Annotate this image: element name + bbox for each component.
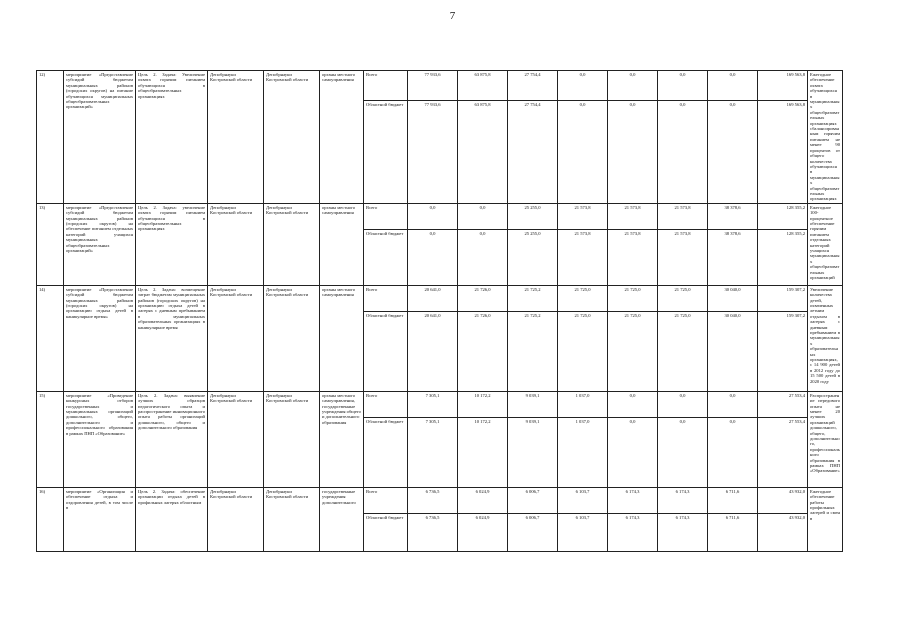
goal-cell: Цель 2. Задача: обеспечение организации отдыха детей в профильных лагерях областным <box>136 487 208 551</box>
amount-cell: 7 305,1 <box>408 417 458 487</box>
amount-cell: 25 255,0 <box>508 203 558 229</box>
amount-cell: 0,0 <box>658 391 708 417</box>
funding-source-cell: Всего <box>364 487 408 513</box>
table-row <box>37 487 843 513</box>
amount-cell: 10 172,2 <box>458 417 508 487</box>
amount-cell: 0,0 <box>608 417 658 487</box>
executor-cell: органы местного самоуправления <box>320 203 364 285</box>
amount-cell: 0,0 <box>658 101 708 203</box>
total-cell: 169 563,8 <box>758 71 808 101</box>
goal-cell: Цель 2. Задача: увеличение охвата горячим питанием обучающихся в общеобразовательных организациях <box>136 203 208 285</box>
amount-cell: 77 933,6 <box>408 71 458 101</box>
page-number: 7 <box>449 10 456 22</box>
amount-cell: 6 736,5 <box>408 487 458 513</box>
event-cell: мероприятие «Предоставление субсидий бюджетам муниципальных районов (городских округов) на обеспечение питанием отдельных категорий учащихся муниципальных общеобразовательных организаций» <box>64 203 136 285</box>
amount-cell: 25 255,0 <box>508 229 558 285</box>
row-number: 16) <box>37 487 64 551</box>
goal-cell: Цель 2. Задача: возмещение затрат бюджетам муниципальных районов (городских округов) на организацию отдыха детей в лагерях с дневным пребыванием в муниципальных образовательных организациях в каникулярное время <box>136 285 208 391</box>
program-activities-table <box>36 70 843 552</box>
executor-cell: органы местного самоуправления <box>320 71 364 204</box>
amount-cell: 27 754,4 <box>508 71 558 101</box>
amount-cell: 21 725,0 <box>658 285 708 311</box>
amount-cell: 63 875,8 <box>458 101 508 203</box>
department-cell: Депобрнауки Костромской области <box>208 285 264 391</box>
row-number: 12) <box>37 71 64 204</box>
coexecutor-cell: Депобрнауки Костромской области <box>264 487 320 551</box>
event-cell: мероприятие «Организация и обеспечение отдыха и оздоровления детей, в том числе в <box>64 487 136 551</box>
amount-cell: 30 040,0 <box>708 311 758 391</box>
event-cell: мероприятие «Предоставление субсидий бюджетам муниципальных районов (городских округов) на организацию отдыха детей в каникулярное время» <box>64 285 136 391</box>
funding-source-cell: Областной бюджет <box>364 229 408 285</box>
total-cell: 159 307,2 <box>758 285 808 311</box>
amount-cell: 6 174,3 <box>608 487 658 513</box>
goal-cell: Цель 2. Задача: выявление лучших образцов педагогического опыта и распространение инновационного опыта работы организаций дошкольного, общего и дополнительного образования <box>136 391 208 487</box>
total-cell: 27 553,4 <box>758 417 808 487</box>
amount-cell: 1 037,0 <box>558 391 608 417</box>
department-cell: Депобрнауки Костромской области <box>208 391 264 487</box>
amount-cell: 21 725,2 <box>508 311 558 391</box>
amount-cell: 0,0 <box>558 71 608 101</box>
total-cell: 159 307,2 <box>758 311 808 391</box>
amount-cell: 38 378,6 <box>708 203 758 229</box>
amount-cell: 20 641,0 <box>408 311 458 391</box>
amount-cell: 21 725,2 <box>508 285 558 311</box>
amount-cell: 0,0 <box>458 203 508 229</box>
expected-result-cell: Распространение передового опыта не менее 20 лучших организаций дошкольного, общего, дополнительного, профессионального образования в рамках ПНП «Образование» <box>808 391 843 487</box>
amount-cell: 21 573,8 <box>558 229 608 285</box>
amount-cell: 0,0 <box>708 71 758 101</box>
total-cell: 27 553,4 <box>758 391 808 417</box>
coexecutor-cell: Депобрнауки Костромской области <box>264 203 320 285</box>
amount-cell: 9 039,1 <box>508 391 558 417</box>
expected-result-cell: Ежегодное обеспечение охвата обучающихся в муниципальных общеобразовательных организациях сбалансированным горячим питанием не менее 90 процентов от общего количества обучающихся в муниципальных общеобразовательных организациях <box>808 71 843 204</box>
amount-cell: 9 039,1 <box>508 417 558 487</box>
amount-cell: 21 573,8 <box>658 203 708 229</box>
amount-cell: 0,0 <box>408 203 458 229</box>
amount-cell: 21 573,8 <box>558 203 608 229</box>
amount-cell: 21 573,8 <box>658 229 708 285</box>
coexecutor-cell: Депобрнауки Костромской области <box>264 391 320 487</box>
amount-cell: 6 736,5 <box>408 513 458 551</box>
amount-cell: 21 726,0 <box>458 285 508 311</box>
amount-cell: 21 725,0 <box>608 285 658 311</box>
amount-cell: 6 174,3 <box>608 513 658 551</box>
amount-cell: 21 725,0 <box>658 311 708 391</box>
table-row <box>37 391 843 417</box>
executor-cell: органы местного самоуправления <box>320 285 364 391</box>
amount-cell: 6 006,7 <box>508 513 558 551</box>
goal-cell: Цель 2. Задача: Увеличение охвата горячим питанием обучающихся в общеобразовательных организациях <box>136 71 208 204</box>
amount-cell: 38 378,6 <box>708 229 758 285</box>
amount-cell: 20 641,0 <box>408 285 458 311</box>
amount-cell: 77 933,6 <box>408 101 458 203</box>
amount-cell: 6 024,9 <box>458 513 508 551</box>
department-cell: Депобрнауки Костромской области <box>208 487 264 551</box>
executor-cell: государственные учреждения дополнительного <box>320 487 364 551</box>
amount-cell: 6 711,6 <box>708 513 758 551</box>
amount-cell: 6 174,3 <box>658 487 708 513</box>
amount-cell: 21 725,0 <box>558 285 608 311</box>
table-row <box>37 203 843 229</box>
funding-source-cell: Областной бюджет <box>364 311 408 391</box>
funding-source-cell: Областной бюджет <box>364 417 408 487</box>
amount-cell: 0,0 <box>558 101 608 203</box>
total-cell: 128 355,2 <box>758 203 808 229</box>
department-cell: Депобрнауки Костромской области <box>208 71 264 204</box>
row-number: 14) <box>37 285 64 391</box>
amount-cell: 63 875,8 <box>458 71 508 101</box>
expected-result-cell: Ежегодное обеспечение работы профильных лагерей и смен в <box>808 487 843 551</box>
amount-cell: 6 024,9 <box>458 487 508 513</box>
amount-cell: 0,0 <box>608 391 658 417</box>
amount-cell: 0,0 <box>708 391 758 417</box>
amount-cell: 21 573,8 <box>608 203 658 229</box>
total-cell: 43 932,0 <box>758 487 808 513</box>
amount-cell: 0,0 <box>658 71 708 101</box>
amount-cell: 21 725,0 <box>558 311 608 391</box>
amount-cell: 6 006,7 <box>508 487 558 513</box>
event-cell: мероприятие «Проведение конкурсных отборов государственных и муниципальных организаций дошкольного, общего, дополнительного и профессионального образования в рамках ПНП «Образование» <box>64 391 136 487</box>
amount-cell: 6 103,7 <box>558 487 608 513</box>
funding-source-cell: Всего <box>364 285 408 311</box>
total-cell: 169 563,8 <box>758 101 808 203</box>
funding-source-cell: Всего <box>364 203 408 229</box>
total-cell: 43 932,0 <box>758 513 808 551</box>
amount-cell: 10 172,2 <box>458 391 508 417</box>
amount-cell: 0,0 <box>608 101 658 203</box>
amount-cell: 6 711,6 <box>708 487 758 513</box>
amount-cell: 7 305,1 <box>408 391 458 417</box>
amount-cell: 6 174,3 <box>658 513 708 551</box>
amount-cell: 30 040,0 <box>708 285 758 311</box>
funding-source-cell: Всего <box>364 391 408 417</box>
executor-cell: органы местного самоуправления, государственные учреждения общего и дополнительного образования <box>320 391 364 487</box>
coexecutor-cell: Депобрнауки Костромской области <box>264 285 320 391</box>
expected-result-cell: Увеличение количества детей, охваченных летним отдыхом в лагерях с дневным пребыванием в муниципальных образовательных организациях, с 14 900 детей в 2012 году до 15 500 детей в 2020 году <box>808 285 843 391</box>
table-row <box>37 285 843 311</box>
amount-cell: 1 037,0 <box>558 417 608 487</box>
amount-cell: 0,0 <box>608 71 658 101</box>
amount-cell: 0,0 <box>708 101 758 203</box>
amount-cell: 0,0 <box>458 229 508 285</box>
amount-cell: 0,0 <box>708 417 758 487</box>
funding-source-cell: Всего <box>364 71 408 101</box>
amount-cell: 21 725,0 <box>608 311 658 391</box>
amount-cell: 0,0 <box>658 417 708 487</box>
total-cell: 128 355,2 <box>758 229 808 285</box>
coexecutor-cell: Депобрнауки Костромской области <box>264 71 320 204</box>
amount-cell: 0,0 <box>408 229 458 285</box>
expected-result-cell: Ежегодное 100-процентное обеспечение горячим питанием отдельных категорий учащихся муниципальных общеобразовательных организаций <box>808 203 843 285</box>
funding-source-cell: Областной бюджет <box>364 513 408 551</box>
funding-source-cell: Областной бюджет <box>364 101 408 203</box>
row-number: 15) <box>37 391 64 487</box>
amount-cell: 6 103,7 <box>558 513 608 551</box>
amount-cell: 21 726,0 <box>458 311 508 391</box>
table-row <box>37 71 843 101</box>
amount-cell: 27 754,4 <box>508 101 558 203</box>
amount-cell: 21 573,8 <box>608 229 658 285</box>
row-number: 13) <box>37 203 64 285</box>
department-cell: Депобрнауки Костромской области <box>208 203 264 285</box>
event-cell: мероприятие «Предоставление субсидий бюджетам муниципальных районов (городских округов) на питание обучающихся муниципальных общеобразовательных организаций» <box>64 71 136 204</box>
